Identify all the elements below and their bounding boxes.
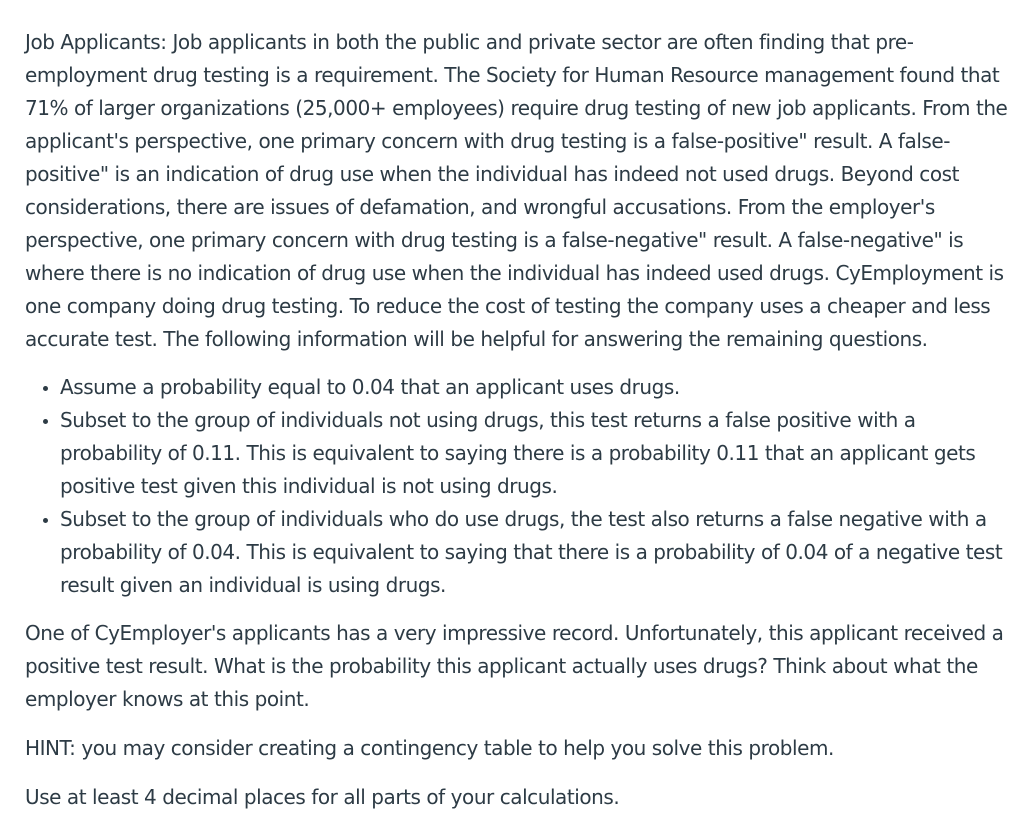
list-item: • Subset to the group of individuals who do use drugs, the test also returns a false negative with a probability of 0.04. This is equivalent to saying that there is a probability of 0.04 of a negative test result given an individual is using drugs.	[60, 503, 1015, 602]
list-item: • Subset to the group of individuals not using drugs, this test returns a false positive with a probability of 0.11. This is equivalent to saying there is a probability 0.11 that an applicant gets positive test given this individual is not using drugs.	[60, 404, 1015, 503]
instruction-paragraph: Use at least 4 decimal places for all parts of your calculations.	[25, 785, 620, 809]
list-item: • Assume a probability equal to 0.04 that an applicant uses drugs.	[60, 371, 1015, 404]
intro-paragraph: Job Applicants: Job applicants in both the public and private sector are often finding that pre-employment drug testing is a requirement. The Society for Human Resource management found that 71% of larger organizations (25,000+ employees) require drug testing of new job applicants. From the applicant's perspective, one primary concern with drug testing is a false-positive" result. A false-positive" is an indication of drug use when the individual has indeed not used drugs. Beyond cost considerations, there are issues of defamation, and wrongful accusations. From the employer's perspective, one primary concern with drug testing is a false-negative" result. A false-negative" is where there is no indication of drug use when the individual has indeed used drugs. CyEmployment is one company doing drug testing. To reduce the cost of testing the company uses a cheaper and less accurate test. The following information will be helpful for answering the remaining questions.	[25, 30, 1008, 351]
question-paragraph: One of CyEmployer's applicants has a very impressive record. Unfortunately, this applicant received a positive test result. What is the probability this applicant actually uses drugs? Think about what the employer knows at this point.	[25, 621, 1004, 711]
problem-content	[25, 26, 1015, 814]
hint-paragraph: HINT: you may consider creating a contingency table to help you solve this problem.	[25, 736, 834, 760]
assumptions-list	[25, 371, 1015, 602]
